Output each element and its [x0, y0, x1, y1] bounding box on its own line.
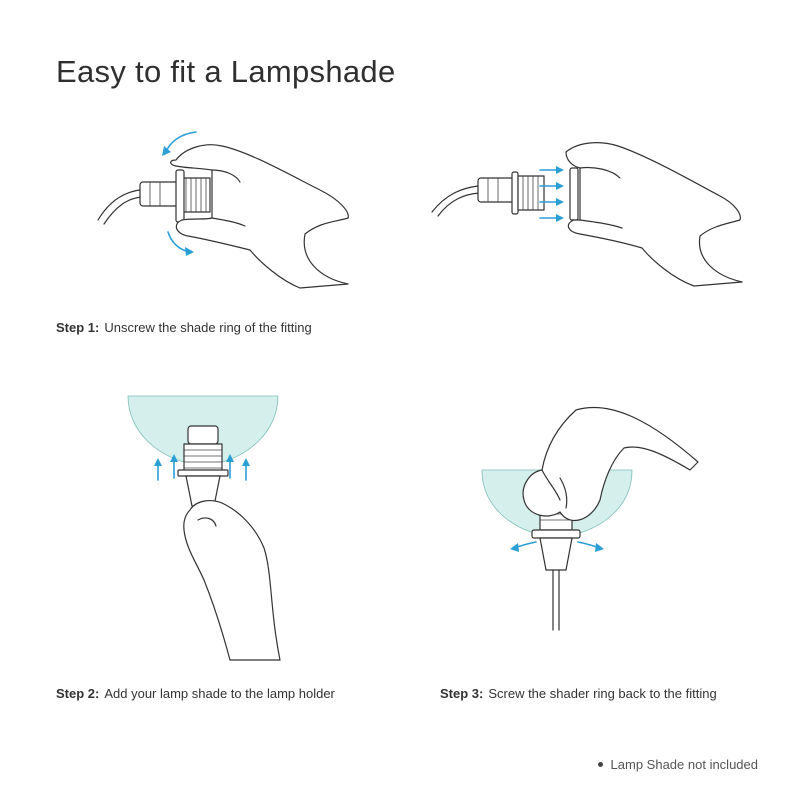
step-text: Unscrew the shade ring of the fitting — [104, 320, 312, 335]
step-text: Add your lamp shade to the lamp holder — [104, 686, 335, 701]
page-title: Easy to fit a Lampshade — [56, 54, 396, 89]
note-text: Lamp Shade not included — [610, 757, 758, 772]
step-1-caption — [56, 320, 312, 335]
illustration-step1-remove — [432, 143, 742, 286]
illustration-step3-screw-back — [482, 407, 698, 630]
disclaimer-note — [598, 757, 758, 772]
illustration-step1-unscrew — [98, 132, 348, 288]
bullet-icon — [598, 762, 603, 767]
step-label: Step 1: — [56, 320, 100, 335]
step-label: Step 2: — [56, 686, 100, 701]
illustration-step2-add-shade — [128, 396, 280, 660]
step-3-caption — [440, 686, 717, 701]
step-label: Step 3: — [440, 686, 484, 701]
step-2-caption — [56, 686, 335, 701]
step-text: Screw the shader ring back to the fitting — [488, 686, 717, 701]
